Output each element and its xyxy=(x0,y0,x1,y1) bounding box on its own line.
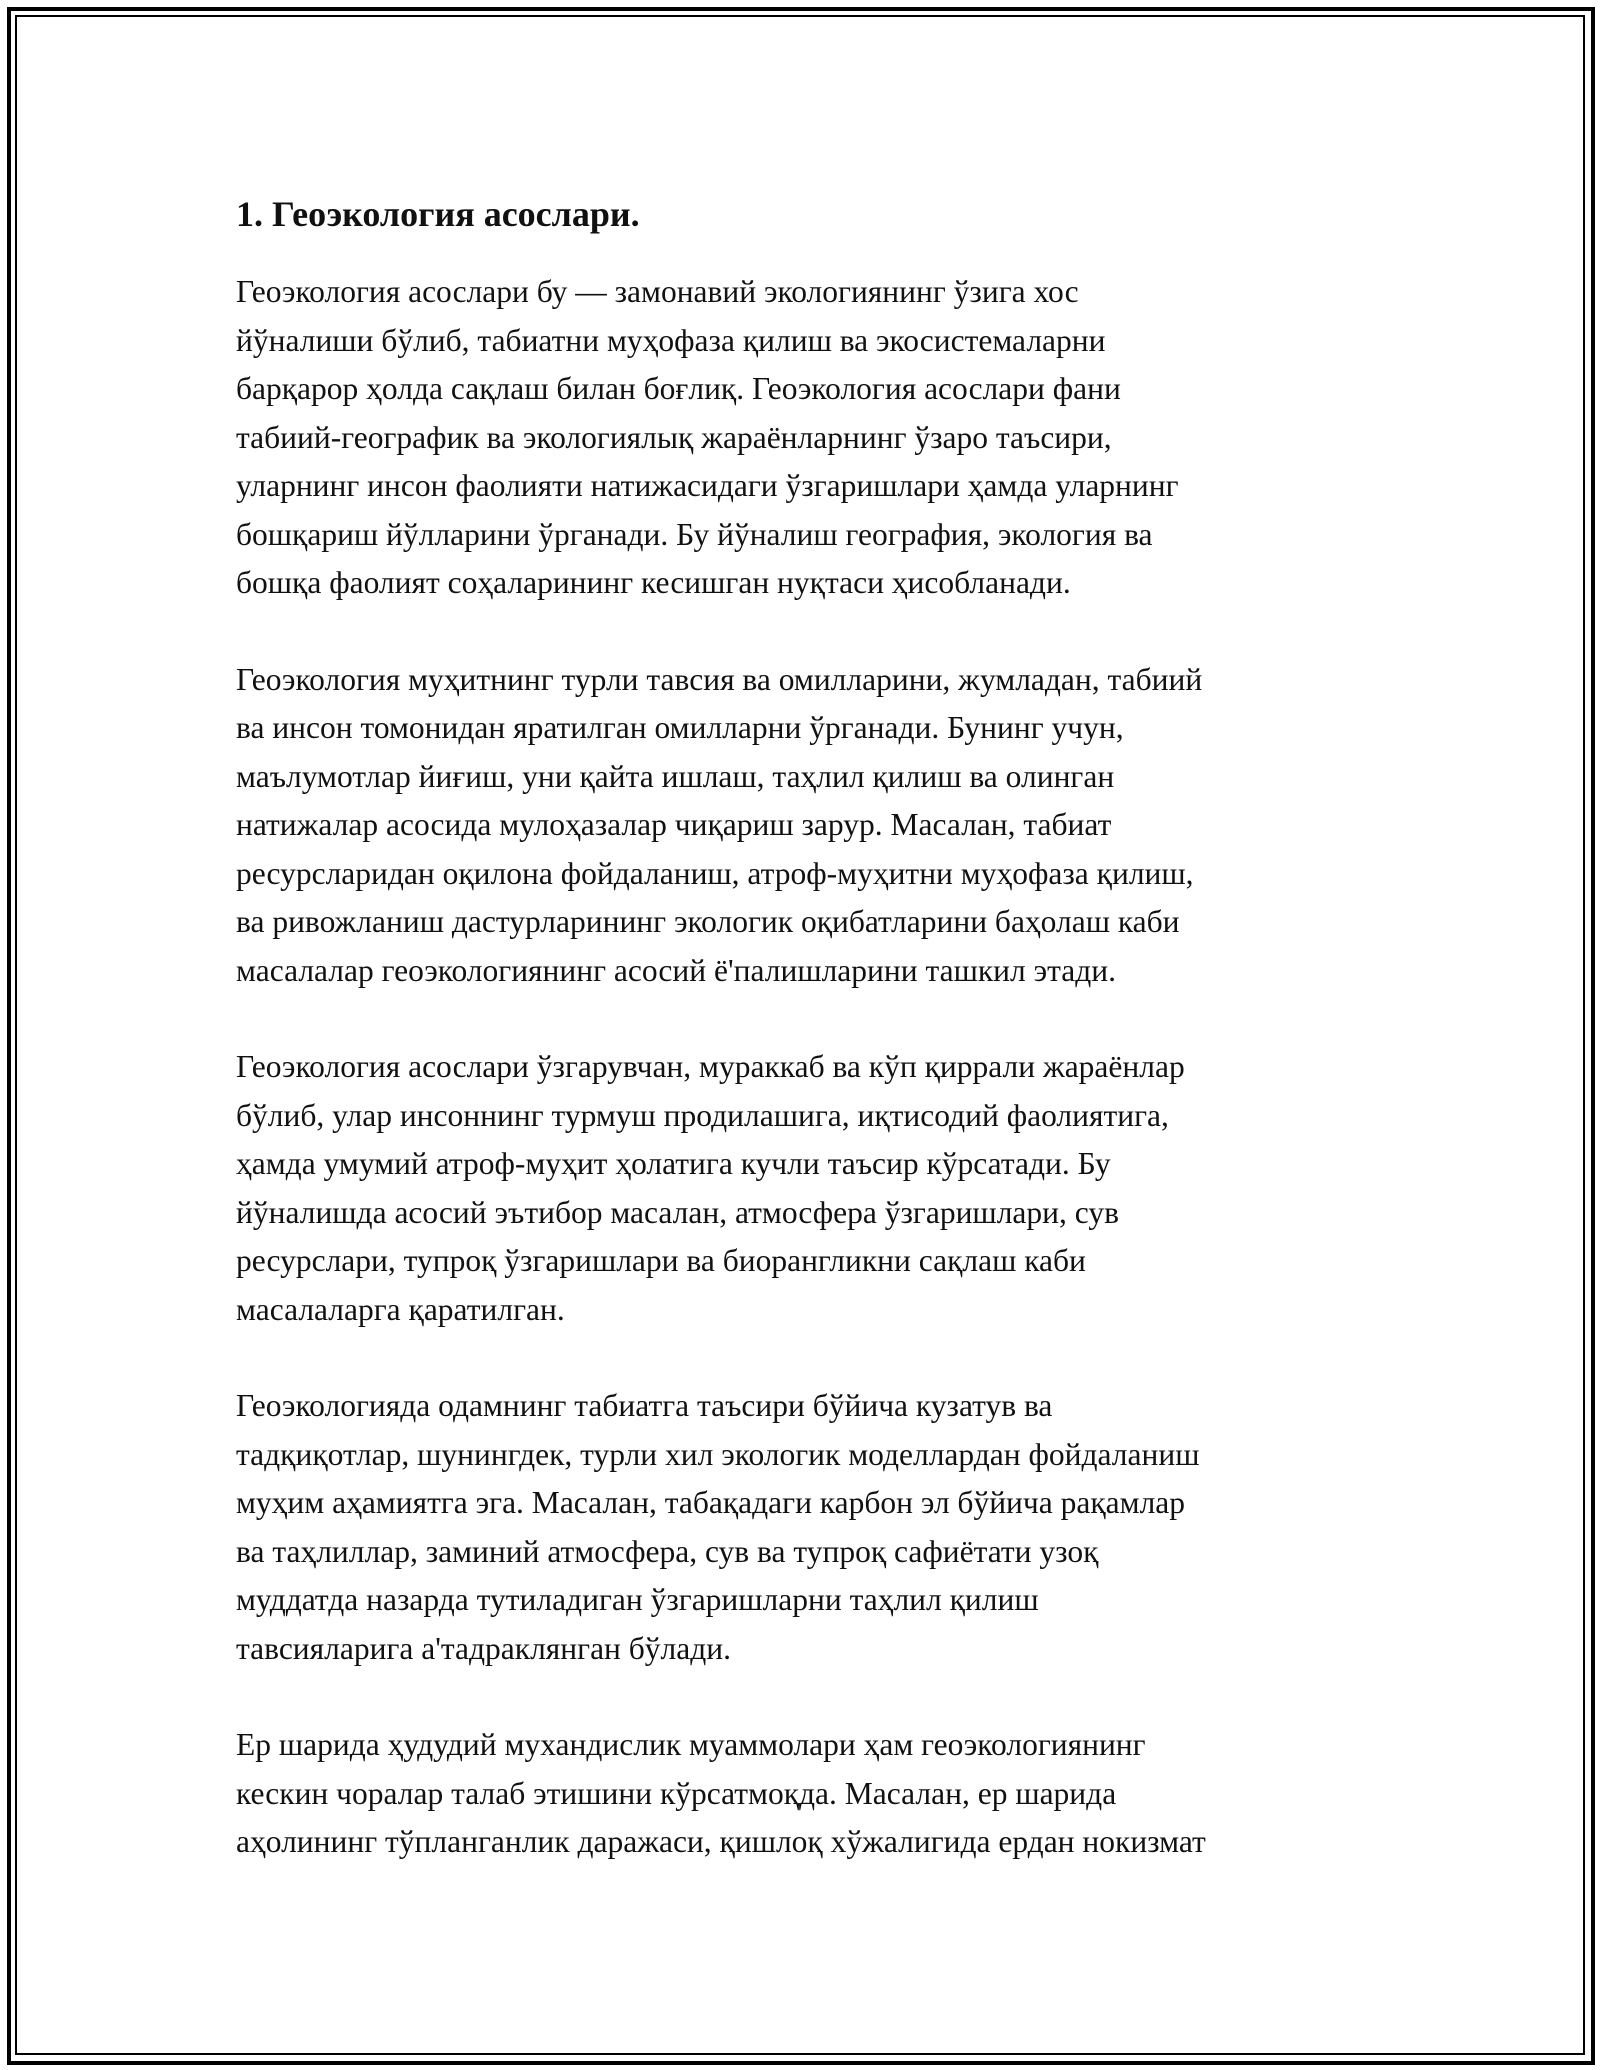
text-line: йўналишда асосий эътибор масалан, атмосфера ўзгаришлари, сув xyxy=(236,1194,1119,1230)
paragraph-3 xyxy=(236,1043,1376,1334)
text-line: Ер шарида ҳудудий мухандислик муаммолари ҳам геоэкологиянинг xyxy=(236,1727,1146,1762)
text-line: кескин чоралар талаб этишини кўрсатмоқда. Масалан, ер шарида xyxy=(236,1775,1117,1811)
text-line: ва ривожланиш дастурларининг экологик оқибатларини баҳолаш каби xyxy=(236,904,1180,939)
text-line: аҳолининг тўпланганлик даражаси, қишлоқ хўжалигида ердан нокизмат xyxy=(236,1824,1206,1859)
text-line: Геоэкология асослари ўзгарувчан, мураккаб ва кўп қиррали жараёнлар xyxy=(236,1049,1185,1084)
text-line: натижалар асосида мулоҳазалар чиқариш зарур. Масалан, табиат xyxy=(236,807,1112,842)
paragraph-2 xyxy=(236,656,1376,996)
text-line: муҳим аҳамиятга эга. Масалан, табақадаги карбон эл бўйича рақамлар xyxy=(236,1485,1186,1520)
text-line: масалаларга қаратилган. xyxy=(236,1291,565,1327)
text-line: тавсияларига а'тадраклянган бўлади. xyxy=(236,1630,732,1666)
text-line: маълумотлар йиғиш, уни қайта ишлаш, таҳлил қилиш ва олинган xyxy=(236,758,1115,794)
text-line: бўлиб, улар инсоннинг турмуш продилашига, иқтисодий фаолиятига, xyxy=(236,1097,1169,1133)
text-line: муддатда назарда тутиладиган ўзгаришларни таҳлил қилиш xyxy=(236,1582,1039,1617)
text-line: Геоэкологияда одамнинг табиатга таъсири бўйича кузатув ва xyxy=(236,1388,1053,1423)
text-line: бошқа фаолият соҳаларининг кесишган нуқтаси ҳисобланади. xyxy=(236,565,1071,600)
paragraph-4 xyxy=(236,1382,1376,1673)
text-line: тадқиқотлар, шунингдек, турли хил экологик моделлардан фойдаланиш xyxy=(236,1436,1200,1472)
text-line: барқарор ҳолда сақлаш билан боғлиқ. Геоэкология асослари фани xyxy=(236,371,1121,406)
text-line: Геоэкология муҳитнинг турли тавсия ва омилларини, жумладан, табиий xyxy=(236,661,1203,697)
paragraph-1 xyxy=(236,268,1376,608)
section-heading: 1. Геоэкология асослари. xyxy=(236,194,640,234)
document-body xyxy=(236,190,1376,1915)
text-line: табиий-географик ва экологиялық жараёнларнинг ўзаро таъсири, xyxy=(236,419,1112,455)
text-line: Геоэкология асослари бу — замонавий экологиянинг ўзига хос xyxy=(236,274,1079,309)
text-line: ҳамда умумий атроф-муҳит ҳолатига кучли таъсир кўрсатади. Бу xyxy=(236,1146,1111,1181)
text-line: бошқариш йўлларини ўрганади. Бу йўналиш география, экология ва xyxy=(236,516,1153,552)
text-line: ва инсон томонидан яратилган омилларни ўрганади. Бунинг учун, xyxy=(236,710,1124,745)
paragraph-5 xyxy=(236,1721,1376,1867)
text-line: йўналиши бўлиб, табиатни муҳофаза қилиш ва экосистемаларни xyxy=(236,322,1106,358)
text-line: масалалар геоэкологиянинг асосий ё'палишларини ташкил этади. xyxy=(236,952,1117,988)
text-line: уларнинг инсон фаолияти натижасидаги ўзгаришлари ҳамда уларнинг xyxy=(236,468,1179,503)
text-line: ва таҳлиллар, заминий атмосфера, сув ва тупроқ сафиётати узоқ xyxy=(236,1533,1099,1569)
text-line: ресурслари, тупроқ ўзгаришлари ва биорангликни сақлаш каби xyxy=(236,1243,1086,1278)
text-line: ресурсларидан оқилона фойдаланиш, атроф-муҳитни муҳофаза қилиш, xyxy=(236,855,1194,891)
